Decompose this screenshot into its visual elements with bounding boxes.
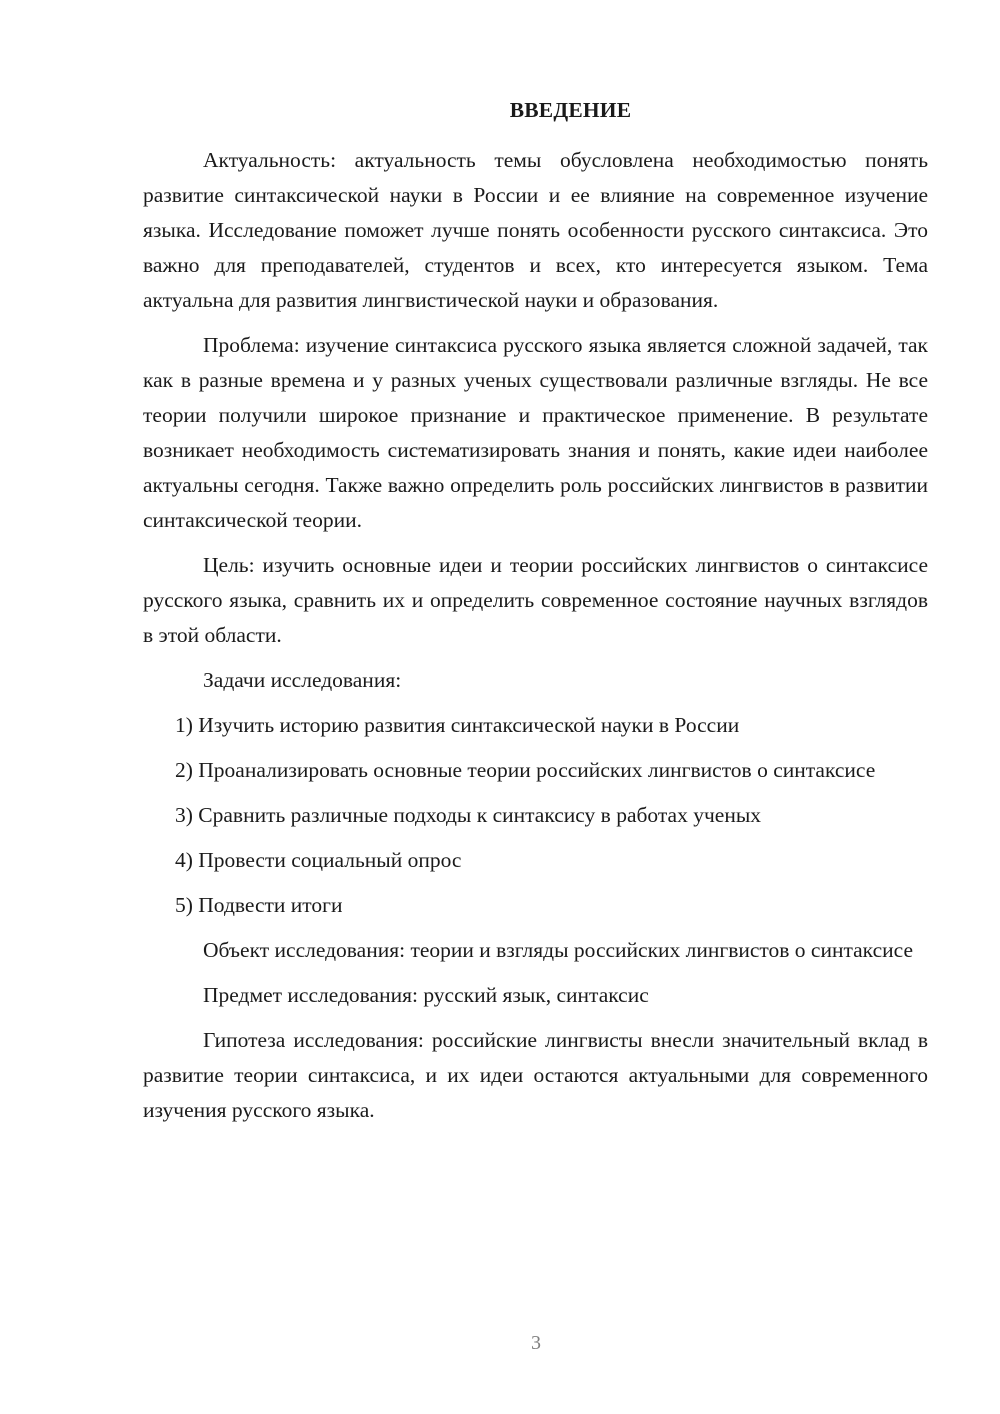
subject-paragraph: Предмет исследования: русский язык, синтаксис — [203, 983, 649, 1007]
section-title: ВВЕДЕНИЕ — [509, 98, 632, 122]
object-paragraph: Объект исследования: теории и взгляды российских лингвистов о синтаксисе — [203, 938, 913, 962]
task-item-2: 2) Проанализировать основные теории российских лингвистов о синтаксисе — [175, 758, 876, 782]
task-item-5: 5) Подвести итоги — [175, 893, 343, 917]
tasks-heading: Задачи исследования: — [203, 668, 402, 692]
document-page — [143, 95, 928, 1128]
task-item-3: 3) Сравнить различные подходы к синтаксису в работах ученых — [175, 803, 762, 827]
goal-paragraph: Цель: изучить основные идеи и теории российских лингвистов о синтаксисе русского языка, сравнить их и определить современное состояние научных взглядов в этой области. — [143, 553, 928, 647]
task-item-4: 4) Провести социальный опрос — [175, 848, 462, 872]
page-number: 3 — [531, 1332, 541, 1354]
problem-paragraph: Проблема: изучение синтаксиса русского языка является сложной задачей, так как в разные времена и у разных ученых существовали различные взгляды. Не все теории получили широкое признание и практическое применение. В результате возникает необходимость систематизировать знания и понять, какие идеи наиболее актуальны сегодня. Также важно определить роль российских лингвистов в развитии синтаксической теории. — [143, 333, 928, 532]
task-item-1: 1) Изучить историю развития синтаксической науки в России — [175, 713, 740, 737]
hypothesis-paragraph: Гипотеза исследования: российские лингвисты внесли значительный вклад в развитие теории синтаксиса, и их идеи остаются актуальными для современного изучения русского языка. — [143, 1028, 928, 1122]
relevance-paragraph: Актуальность: актуальность темы обусловлена необходимостью понять развитие синтаксической науки в России и ее влияние на современное изучение языка. Исследование поможет лучше понять особенности русского синтаксиса. Это важно для преподавателей, студентов и всех, кто интересуется языком. Тема актуальна для развития лингвистической науки и образования. — [143, 148, 928, 312]
